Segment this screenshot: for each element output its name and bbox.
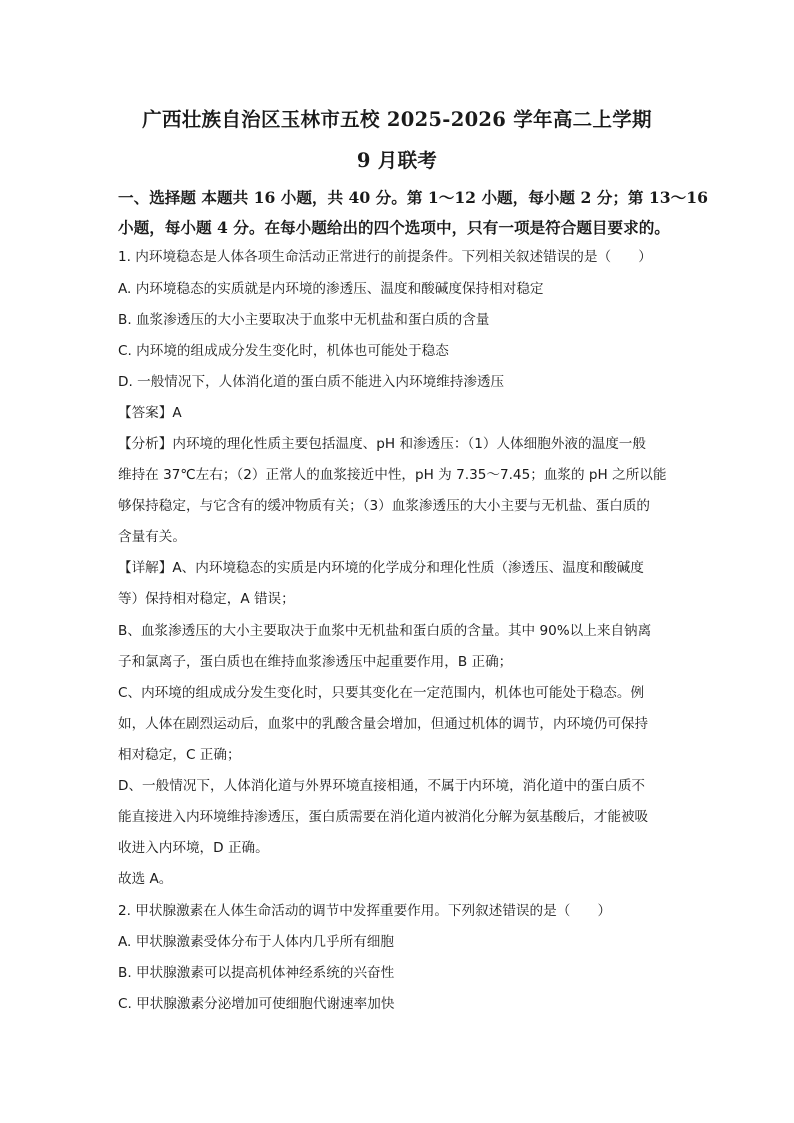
question-1-detail-line: 收进入内环境，D 正确。 bbox=[118, 840, 269, 856]
question-2-option-c: C. 甲状腺激素分泌增加可使细胞代谢速率加快 bbox=[118, 996, 395, 1012]
question-1-analysis-line: 维持在 37℃左右；（2）正常人的血浆接近中性，pH 为 7.35～7.45；血浆的 pH 之所以能 bbox=[118, 467, 667, 483]
question-1-detail-line: 【详解】A、内环境稳态的实质是内环境的化学成分和理化性质（渗透压、温度和酸碱度 bbox=[118, 560, 644, 576]
document-title-line1: 广西壮族自治区玉林市五校 2025-2026 学年高二上学期 bbox=[142, 108, 652, 131]
question-2-option-a: A. 甲状腺激素受体分布于人体内几乎所有细胞 bbox=[118, 934, 394, 950]
question-1-analysis-line: 含量有关。 bbox=[118, 529, 186, 545]
question-1-detail-line: 能直接进入内环境维持渗透压，蛋白质需要在消化道内被消化分解为氨基酸后，才能被吸 bbox=[118, 809, 649, 825]
question-1-answer: 【答案】A bbox=[118, 405, 182, 421]
question-1-detail-line: B、血浆渗透压的大小主要取决于血浆中无机盐和蛋白质的含量。其中 90%以上来自钠离 bbox=[118, 623, 652, 639]
question-1-option-c: C. 内环境的组成成分发生变化时，机体也可能处于稳态 bbox=[118, 343, 449, 359]
question-1-option-b: B. 血浆渗透压的大小主要取决于血浆中无机盐和蛋白质的含量 bbox=[118, 312, 490, 328]
question-1-conclusion: 故选 A。 bbox=[118, 871, 173, 887]
document-title-line2: 9 月联考 bbox=[356, 149, 438, 172]
question-2-option-b: B. 甲状腺激素可以提高机体神经系统的兴奋性 bbox=[118, 965, 395, 981]
question-1-detail-line: 等）保持相对稳定，A 错误； bbox=[118, 591, 295, 607]
question-1-stem: 1. 内环境稳态是人体各项生命活动正常进行的前提条件。下列相关叙述错误的是（ ） bbox=[118, 249, 652, 265]
question-1-detail-line: 如，人体在剧烈运动后，血浆中的乳酸含量会增加，但通过机体的调节，内环境仍可保持 bbox=[118, 716, 649, 732]
question-1-detail-line: C、内环境的组成成分发生变化时，只要其变化在一定范围内，机体也可能处于稳态。例 bbox=[118, 685, 645, 701]
question-1-option-d: D. 一般情况下，人体消化道的蛋白质不能进入内环境维持渗透压 bbox=[118, 374, 505, 390]
section-heading-line2: 小题，每小题 4 分。在每小题给出的四个选项中，只有一项是符合题目要求的。 bbox=[118, 218, 670, 237]
question-1-analysis-line: 够保持稳定，与它含有的缓冲物质有关；（3）血浆渗透压的大小主要与无机盐、蛋白质的 bbox=[118, 498, 651, 514]
question-2-stem: 2. 甲状腺激素在人体生命活动的调节中发挥重要作用。下列叙述错误的是（ ） bbox=[118, 903, 612, 919]
question-1-option-a: A. 内环境稳态的实质就是内环境的渗透压、温度和酸碱度保持相对稳定 bbox=[118, 281, 544, 297]
question-1-detail-line: 相对稳定，C 正确； bbox=[118, 747, 241, 763]
question-1-detail-line: 子和氯离子，蛋白质也在维持血浆渗透压中起重要作用，B 正确； bbox=[118, 654, 513, 670]
question-1-detail-line: D、一般情况下，人体消化道与外界环境直接相通，不属于内环境，消化道中的蛋白质不 bbox=[118, 778, 646, 794]
section-heading-line1: 一、选择题 本题共 16 小题，共 40 分。第 1～12 小题，每小题 2 分；第 13～16 bbox=[118, 188, 708, 207]
question-1-analysis-line: 【分析】内环境的理化性质主要包括温度、pH 和渗透压：（1）人体细胞外液的温度一般 bbox=[118, 436, 646, 452]
